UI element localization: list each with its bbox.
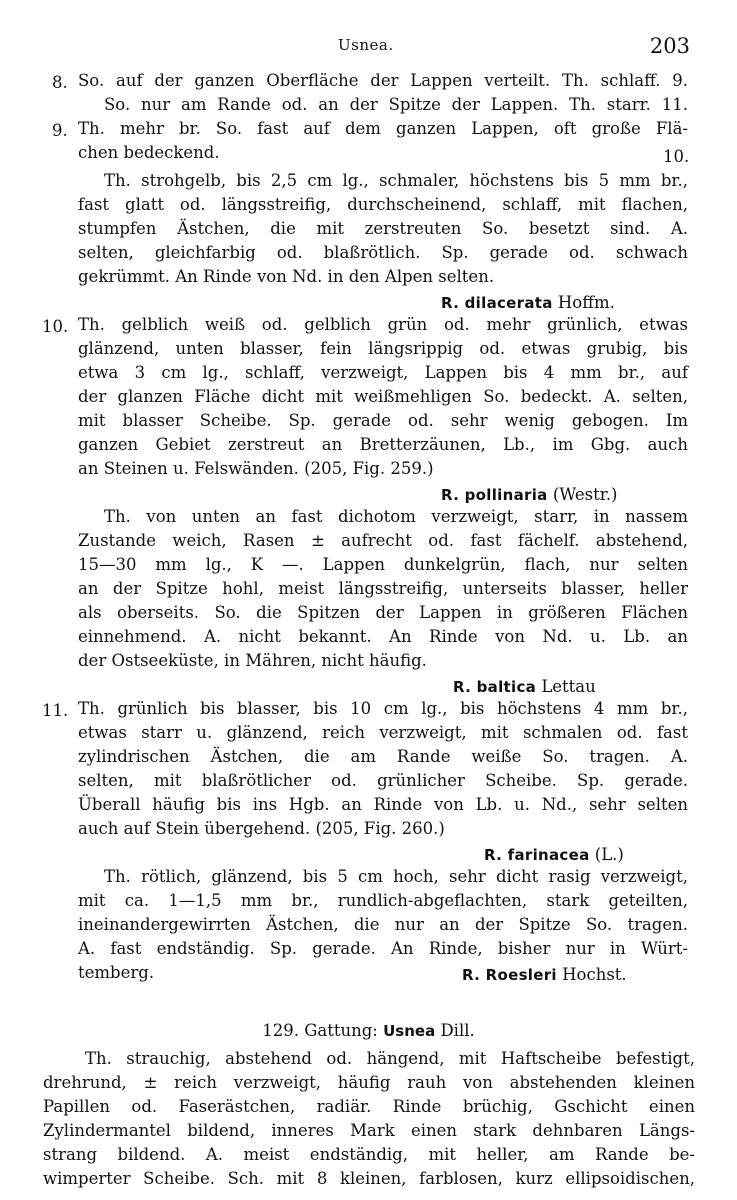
species-name [441,485,618,504]
species-author: (Westr.) [552,485,618,504]
text-line: drehrund, ± reich verzweigt, häufig rauh von abstehenden kleinen [43,1073,695,1092]
text-line: Th. rötlich, glänzend, bis 5 cm hoch, sehr dicht rasig verzweigt, [104,867,688,886]
species-name [441,293,615,312]
text-line: gekrümmt. An Rinde von Nd. in den Alpen selten. [78,267,495,286]
text-line: an Steinen u. Felswänden. (205, Fig. 259.) [78,459,434,478]
text-line: Überall häufig bis ins Hgb. an Rinde von Lb. u. Nd., sehr selten [78,795,688,814]
text-line: etwas starr u. glänzend, reich verzweigt, mit schmalen od. fast [78,723,688,742]
text-line: A. fast endständig. Sp. gerade. An Rinde, bisher nur in Würt- [78,939,688,958]
species-binomial: R. dilacerata [441,294,553,312]
text-line: zylindrischen Ästchen, die am Rande weiße So. tragen. A. [78,747,688,766]
species-author: (L.) [594,845,624,864]
text-line: strang bildend. A. meist endständig, mit heller, am Rande be- [43,1145,695,1164]
text-line: Th. von unten an fast dichotom verzweigt, starr, in nassem [104,507,688,526]
entry-number: 8. [52,73,68,92]
text-line: der glanzen Fläche dicht mit weißmehligen So. bedeckt. A. selten, [78,387,688,406]
species-name [462,965,627,984]
text-line: auch auf Stein übergehend. (205, Fig. 260.) [78,819,445,838]
species-binomial: R. baltica [453,678,537,696]
species-author: Lettau [541,677,596,696]
species-author: Hochst. [562,965,627,984]
species-author: Hoffm. [557,293,615,312]
text-line: an der Spitze hohl, meist längsstreifig, unterseits blasser, heller [78,579,688,598]
text-line: wimperter Scheibe. Sch. mit 8 kleinen, farblosen, kurz ellipsoidischen, [43,1169,695,1188]
running-head: Usnea. [338,36,394,54]
genus-heading [0,1021,737,1040]
text-line: selten, mit blaßrötlicher od. grünlicher Scheibe. Sp. gerade. [78,771,688,790]
text-line: Zylindermantel bildend, inneres Mark einen stark dehnbaren Längs- [43,1121,695,1140]
species-binomial: R. Roesleri [462,966,557,984]
species-binomial: R. farinacea [484,846,590,864]
entry-number: 11. [42,701,69,720]
text-line: stumpfen Ästchen, die mit zerstreuten So. besetzt sind. A. [78,219,688,238]
text-line: So. nur am Rande od. an der Spitze der Lappen. Th. starr. 11. [104,95,688,114]
species-name [453,677,596,696]
page-number: 203 [649,34,690,58]
text-line: Zustande weich, Rasen ± aufrecht od. fast fächelf. abstehend, [78,531,688,550]
text-line: Th. strauchig, abstehend od. hängend, mit Haftscheibe befestigt, [85,1049,695,1068]
genus-author: Dill. [440,1021,475,1040]
text-line: Th. grünlich bis blasser, bis 10 cm lg., bis höchstens 4 mm br., [78,699,688,718]
couplet-reference: 10. [663,147,690,166]
text-line: selten, gleichfarbig od. blaßrötlich. Sp. gerade od. schwach [78,243,688,262]
page-header [0,34,737,64]
text-line: als oberseits. So. die Spitzen der Lappen in größeren Flächen [78,603,688,622]
genus-heading-prefix: 129. Gattung: [262,1021,378,1040]
entry-number: 9. [52,121,68,140]
text-line: mit ca. 1—1,5 mm br., rundlich-abgeflachten, stark geteilten, [78,891,688,910]
genus-name: Usnea [383,1022,436,1040]
entry-number: 10. [42,317,69,336]
text-line: der Ostseeküste, in Mähren, nicht häufig. [78,651,427,670]
text-line: Th. mehr br. So. fast auf dem ganzen Lappen, oft große Flä- [78,119,688,138]
text-line: einnehmend. A. nicht bekannt. An Rinde von Nd. u. Lb. an [78,627,688,646]
text-line: So. auf der ganzen Oberfläche der Lappen verteilt. Th. schlaff. 9. [78,71,688,90]
text-line: ineinandergewirrten Ästchen, die nur an der Spitze So. tragen. [78,915,688,934]
text-line: temberg. [78,963,155,982]
text-line: Th. strohgelb, bis 2,5 cm lg., schmaler, höchstens bis 5 mm br., [104,171,688,190]
text-line: Papillen od. Faserästchen, radiär. Rinde brüchig, Gschicht einen [43,1097,695,1116]
text-line: chen bedeckend. [78,143,220,162]
text-line: 15—30 mm lg., K —. Lappen dunkelgrün, flach, nur selten [78,555,688,574]
text-line: fast glatt od. längsstreifig, durchscheinend, schlaff, mit flachen, [78,195,688,214]
text-line: glänzend, unten blasser, fein längsrippig od. etwas grubig, bis [78,339,688,358]
species-name [484,845,624,864]
species-binomial: R. pollinaria [441,486,548,504]
text-line: etwa 3 cm lg., schlaff, verzweigt, Lappen bis 4 mm br., auf [78,363,688,382]
text-line: mit blasser Scheibe. Sp. gerade od. sehr wenig gebogen. Im [78,411,688,430]
text-line: Th. gelblich weiß od. gelblich grün od. mehr grünlich, etwas [78,315,688,334]
text-line: ganzen Gebiet zerstreut an Bretterzäunen, Lb., im Gbg. auch [78,435,688,454]
